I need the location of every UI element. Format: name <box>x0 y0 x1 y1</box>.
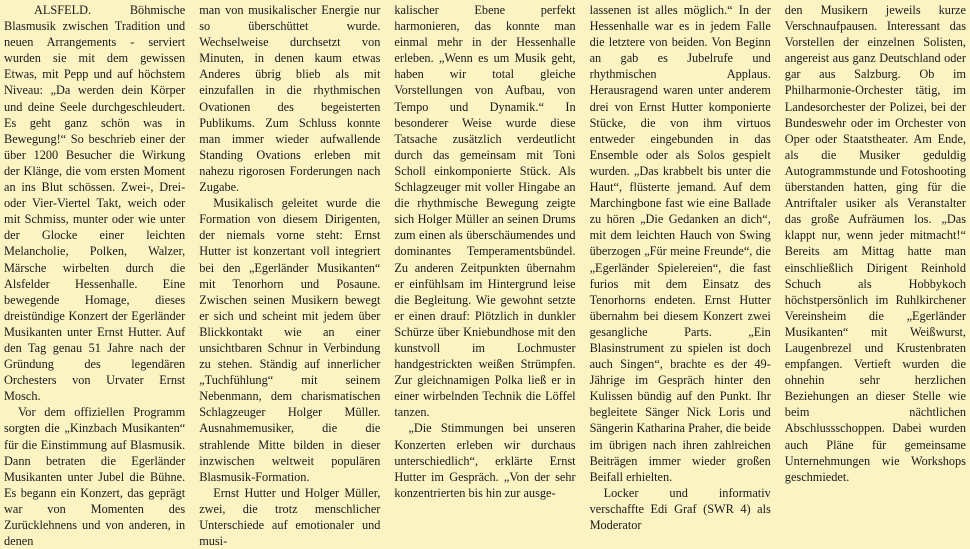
text-column-3 <box>394 2 576 500</box>
paragraph: Musikalisch geleitet wurde die Formation von diesem Dirigenten, der niemals vorne steht: Ernst Hutter ist konzertant voll integriert bei den „Egerländer Musikanten“ mit Tenorhorn und Posaune. Zwischen seinen Musikern bewegt er sich und scheint mit jedem über Blickkontakt wie an einer unsichtbaren Schnur in Verbindung zu stehen. Ständig auf innerlicher „Tuchfühlung“ mit seinem Nebenmann, dem charismatischen Schlagzeuger Holger Müller. Ausnahmemusiker, die die strahlende Mitte bilden in dieser inzwischen weltweit populären Blasmusik-Formation. <box>199 196 381 484</box>
paragraph: den Musikern jeweils kurze Verschnaufpausen. Interessant das Vorstellen der einzelnen Solisten, angereist aus ganz Deutschland oder gar aus Salzburg. Ob im Philharmonie-Orchester tätig, im Landesorchester der Polizei, bei der Bundeswehr oder im Orchester von Oper oder Staatstheater. Am Ende, als die Musiker geduldig Autogrammstunde und Fotoshooting überstanden hatten, ging für die Antriftaler usiker als Veranstalter das große Aufräumen los. „Das klappt nur, wenn jeder mitmacht!“ Bereits am Mittag hatte man einschließlich Dirigent Reinhold Schuch als Hobbykoch höchstpersönlich im Ruhlkirchener Vereinsheim die „Egerländer Musikanten“ mit Weißwurst, Laugenbrezel und Krustenbraten empfangen. Vertieft wurden die ohnehin sehr herzlichen Beziehungen an dieser Stelle wie beim nächtlichen Abschlussschoppen. Dabei wurden auch Pläne für gemeinsame Unternehmungen wie Workshops geschmiedet. <box>784 3 966 484</box>
text-column-4 <box>589 2 771 532</box>
paragraph: Vor dem offiziellen Programm sorgten die „Kinzbach Musikanten“ für die Einstimmung auf Blasmusik. Dann betraten die Egerländer Musikanten unter Jubel die Bühne. Es begann ein Konzert, das geprägt war von Momenten des Zurücklehnens und von anderen, in denen <box>4 405 186 549</box>
paragraph: ALSFELD. Böhmische Blasmusik zwischen Tradition und neuen Arrangements - serviert wurden sie mit dem gewissen Etwas, mit Pepp und auf höchstem Niveau: „Da werden dein Körper und deine Seele durchgeschleudert. Es geht ganz schön was in Bewegung!“ So beschrieb einer der über 1200 Besucher die Wirkung der Klänge, die vom ersten Moment an ins Blut schössen. Zwei-, Drei- oder Vier-Viertel Takt, weich oder mit Schmiss, munter oder wie unter der Glocke einer leichten Melancholie, Polken, Walzer, Märsche wirbelten durch die Alsfelder Hessenhalle. Eine bewegende Homage, dieses dreistündige Konzert der Egerländer Musikanten unter Ernst Hutter. Auf den Tag genau 51 Jahre nach der Gründung des legendären Orchesters von Urvater Ernst Mosch. <box>4 3 186 404</box>
paragraph: Ernst Hutter und Holger Müller, zwei, die trotz menschlicher Unterschiede auf emotionaler und musi- <box>199 485 381 549</box>
text-column-5 <box>785 2 966 488</box>
text-column-2 <box>199 2 381 549</box>
paragraph: man von musikalischer Energie nur so überschüttet wurde. Wechselweise durchsetzt von Minuten, in denen kaum etwas Anderes übrig blieb als mit einzufallen in die rhythmischen Ovationen des begeisterten Publikums. Zum Schluss konnte man immer wieder aufwallende Standing Ovations erleben mit nahezu rigorosen Forderungen nach Zugabe. <box>199 3 381 195</box>
paragraph: „Die Stimmungen bei unseren Konzerten erleben wir durchaus unterschiedlich“, erklärte Ernst Hutter im Gespräch. „Von der sehr konzentrierten bis hin zur ausge- <box>394 421 576 500</box>
paragraph: Locker und informativ verschaffte Edi Graf (SWR 4) als Moderator <box>589 485 771 532</box>
paragraph: lassenen ist alles möglich.“ In der Hessenhalle war es in jedem Falle die letztere von beiden. Von Beginn an gab es Jubelrufe und rhythmischen Applaus. Herausragend waren unter anderem drei von Ernst Hutter komponierte Stücke, die von ihm virtuos entweder eingebunden in das Ensemble oder als Solos gespielt wurden. „Das krabbelt bis unter die Haut“, flüsterte jemand. Auf dem Marchingbone fast wie eine Ballade zu hören „Die Gedanken an dich“, mit dem leichten Hauch von Swing überzogen „Für meine Freunde“, die „Egerländer Spielereien“, die fast furios mit dem Einsatz des Tenorhorns endeten. Ernst Hutter übernahm bei diesem Konzert zwei gesangliche Parts. „Ein Blasinstrument zu spielen ist doch auch Singen“, brachte es der 49-Jährige im Gespräch hinter den Kulissen bündig auf den Punkt. Ihr begleitete Sänger Nick Loris und Sängerin Katharina Praher, die beide im übrigen nach ihren zahlreichen Beiträgen immer wieder großen Beifall erhielten. <box>589 3 771 484</box>
paragraph: kalischer Ebene perfekt harmonieren, das konnte man einmal mehr in der Hessenhalle erleben. „Wenn es um Musik geht, haben wir total gleiche Vorstellungen von Aufbau, von Tempo und Dynamik.“ In besonderer Weise wurde diese Tatsache zusätzlich verdeutlicht durch das gemeinsam mit Toni Scholl einkomponierte Stück. Als Schlagzeuger mit voller Hingabe an die rhythmische Bewegung zeigte sich Holger Müller an seinen Drums zum einen als überschäumendes und dominantes Temperamentsbündel. Zu anderen Zeitpunkten übernahm er einfühlsam im Hintergrund leise die Begleitung. Wie gewohnt setzte er einen drauf: Plötzlich in dunkler Schürze über Kniebundhose mit den kunstvoll im Lochmuster handgestrickten weißen Strümpfen. Zur gleichnamigen Polka ließ er in einer wirbelnden Technik die Löffel tanzen. <box>394 3 576 420</box>
text-column-1 <box>4 2 186 549</box>
